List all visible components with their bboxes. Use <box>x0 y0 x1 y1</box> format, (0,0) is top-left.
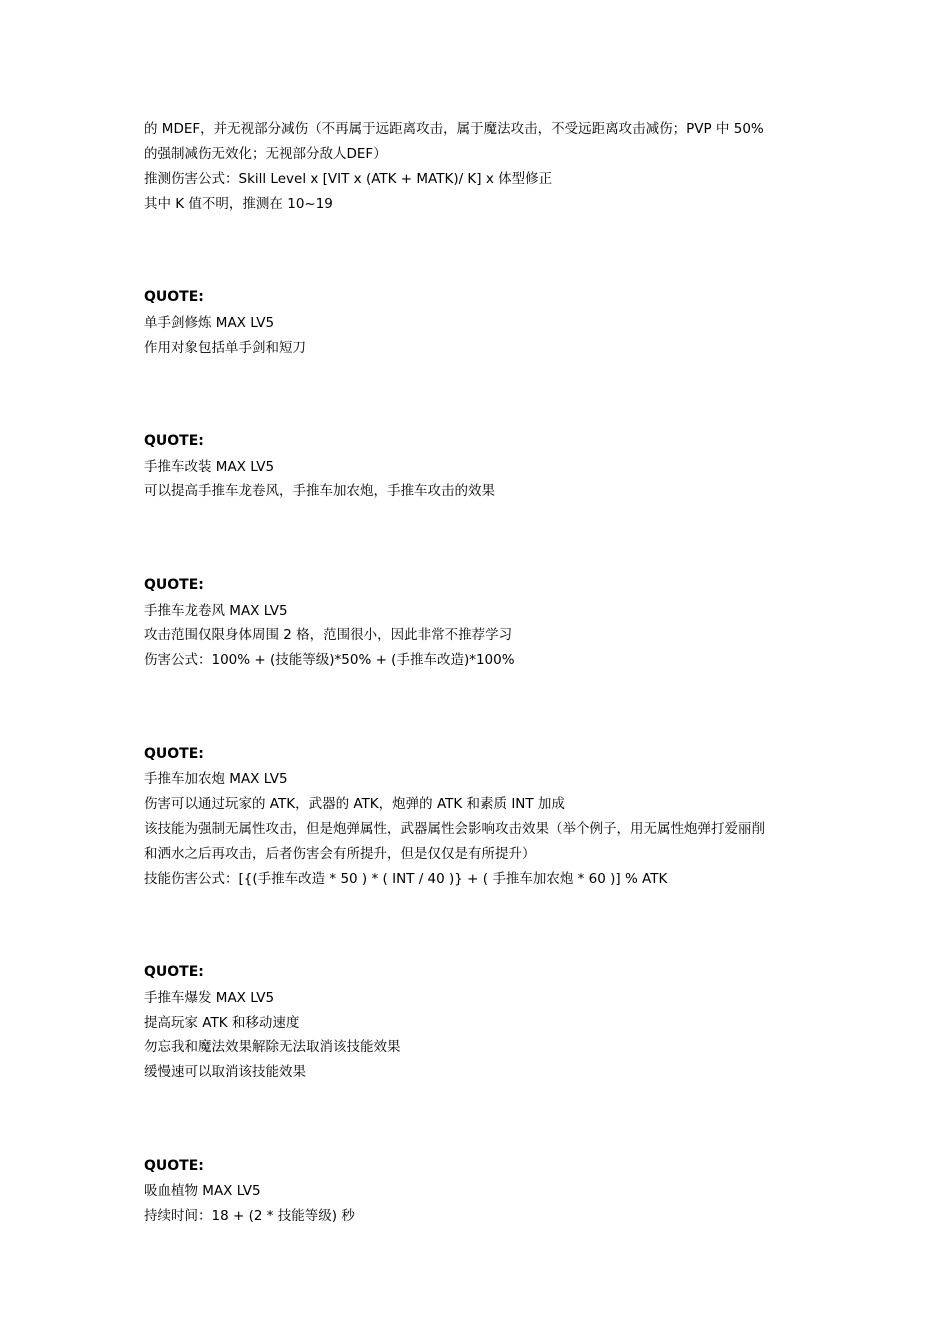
section-1-line-2: 作用对象包括单手剑和短刀 <box>144 340 306 356</box>
section-3-line-1: 手推车龙卷风 MAX LV5 <box>144 603 288 619</box>
quote-label: QUOTE: <box>144 289 204 305</box>
intro-line-1: 的 MDEF，并无视部分减伤（不再属于远距离攻击，属于魔法攻击，不受远距离攻击减伤；PVP 中 50% <box>144 121 764 137</box>
section-6-line-2: 持续时间：18 + (2 * 技能等级) 秒 <box>144 1208 355 1224</box>
quote-label: QUOTE: <box>144 964 204 980</box>
section-5-line-2: 提高玩家 ATK 和移动速度 <box>144 1015 300 1031</box>
section-4-line-1: 手推车加农炮 MAX LV5 <box>144 771 288 787</box>
quote-label: QUOTE: <box>144 433 204 449</box>
section-5-line-3: 勿忘我和魔法效果解除无法取消该技能效果 <box>144 1039 401 1055</box>
intro-line-4: 其中 K 值不明，推测在 10~19 <box>144 196 333 212</box>
section-2-line-2: 可以提高手推车龙卷风，手推车加农炮，手推车攻击的效果 <box>144 483 495 499</box>
section-3-line-3: 伤害公式：100% + (技能等级)*50% + (手推车改造)*100% <box>144 652 515 668</box>
section-4-line-4: 和洒水之后再攻击，后者伤害会有所提升，但是仅仅是有所提升） <box>144 846 536 862</box>
intro-line-3: 推测伤害公式：Skill Level x [VIT x (ATK + MATK)/ K] x 体型修正 <box>144 171 553 187</box>
section-3-line-2: 攻击范围仅限身体周围 2 格，范围很小，因此非常不推荐学习 <box>144 627 513 643</box>
quote-label: QUOTE: <box>144 1158 204 1174</box>
section-4-line-2: 伤害可以通过玩家的 ATK，武器的 ATK，炮弹的 ATK 和素质 INT 加成 <box>144 796 565 812</box>
quote-label: QUOTE: <box>144 746 204 762</box>
intro-line-2: 的强制减伤无效化；无视部分敌人DEF） <box>144 146 387 162</box>
section-4-line-3: 该技能为强制无属性攻击，但是炮弹属性，武器属性会影响攻击效果（举个例子，用无属性炮弹打爱丽削 <box>144 821 765 837</box>
section-6-line-1: 吸血植物 MAX LV5 <box>144 1183 261 1199</box>
section-4-line-5: 技能伤害公式：[{(手推车改造 * 50 ) * ( INT / 40 )} + ( 手推车加农炮 * 60 )] % ATK <box>144 871 668 887</box>
section-5-line-4: 缓慢速可以取消该技能效果 <box>144 1064 306 1080</box>
section-2-line-1: 手推车改装 MAX LV5 <box>144 459 275 475</box>
quote-label: QUOTE: <box>144 577 204 593</box>
section-1-line-1: 单手剑修炼 MAX LV5 <box>144 315 275 331</box>
section-5-line-1: 手推车爆发 MAX LV5 <box>144 990 275 1006</box>
